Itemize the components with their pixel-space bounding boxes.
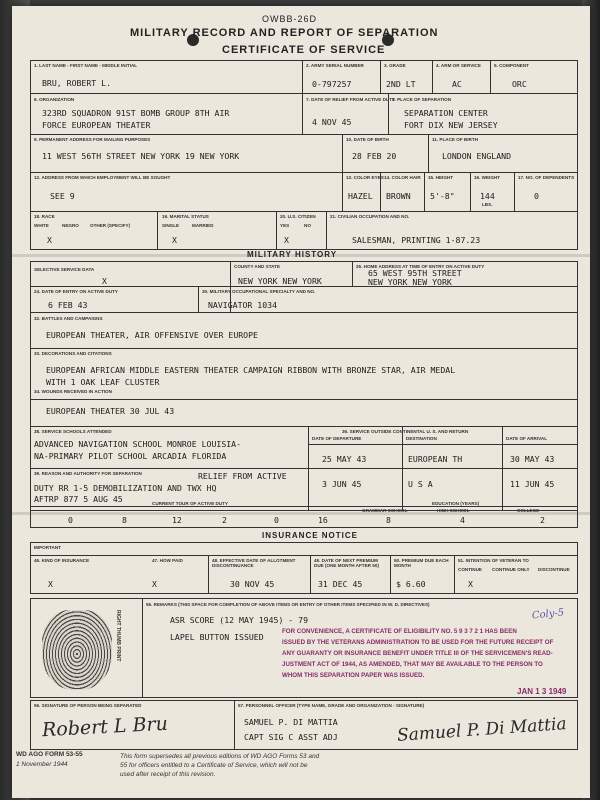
organization-label: 6. ORGANIZATION bbox=[34, 97, 75, 102]
destination-2: U S A bbox=[408, 479, 433, 489]
race-other: OTHER (SPECIFY) bbox=[90, 223, 131, 228]
arrival-2: 11 JUN 45 bbox=[510, 479, 555, 489]
mos-label: 30. MILITARY OCCUPATIONAL SPECIALTY AND NO. bbox=[202, 289, 316, 294]
premium-due-label: 50. PREMIUM DUE EACH MONTH bbox=[394, 558, 449, 568]
service-outside-label: 36. SERVICE OUTSIDE CONTINENTAL U. S. AND RETURN bbox=[342, 429, 469, 434]
stamp-date: JAN 1 3 1949 bbox=[517, 687, 567, 696]
destination-label: DESTINATION bbox=[406, 436, 437, 441]
remarks-line1: ASR SCORE (12 MAY 1945) - 79 bbox=[170, 615, 309, 625]
signature-label: 56. SIGNATURE OF PERSON BEING SEPARATED bbox=[34, 703, 142, 708]
birth-place-value: LONDON ENGLAND bbox=[442, 151, 512, 161]
place-separation-line1: SEPARATION CENTER bbox=[404, 108, 488, 118]
tour-value: 0 bbox=[68, 515, 73, 525]
serial-value: 0-797257 bbox=[312, 79, 352, 89]
marital-mark: X bbox=[172, 235, 177, 245]
organization-line2: FORCE EUROPEAN THEATER bbox=[42, 120, 151, 130]
decorations-label: 33. DECORATIONS AND CITATIONS bbox=[34, 351, 112, 356]
stamp-line: ISSUED BY THE VETERANS ADMINISTRATION TO BE USED FOR THE FUTURE RECEIPT OF bbox=[282, 639, 554, 646]
arrival-1: 30 MAY 43 bbox=[510, 454, 555, 464]
hair-label: 14. COLOR HAIR bbox=[384, 175, 421, 180]
employment-address-value: SEE 9 bbox=[50, 191, 75, 201]
home-address-label: 26. HOME ADDRESS AT TIME OF ENTRY ON ACTIVE DUTY bbox=[356, 264, 485, 269]
effective-date-label: 48. EFFECTIVE DATE OF ALLOTMENT DISCONTINUANCE bbox=[212, 558, 296, 568]
insurance-kind-label: 46. KIND OF INSURANCE bbox=[34, 558, 90, 563]
grammar-label: GRAMMAR SCHOOL bbox=[362, 508, 408, 513]
wounds-label: 34. WOUNDS RECEIVED IN ACTION bbox=[34, 389, 112, 394]
date-relief-label: 7. DATE OF RELIEF FROM ACTIVE DUTY bbox=[306, 97, 396, 102]
insurance-mark-1: X bbox=[48, 579, 53, 589]
reason-line3: AFTRP 877 5 AUG 45 bbox=[34, 494, 123, 504]
high-school-value: 4 bbox=[460, 515, 465, 525]
insurance-mark-2: X bbox=[152, 579, 157, 589]
stamp-line: JUSTMENT ACT OF 1944, AS AMENDED, THAT MAY BE AVAILABLE TO THE PERSON TO bbox=[282, 661, 543, 668]
destination-1: EUROPEAN TH bbox=[408, 454, 463, 464]
separation-document bbox=[12, 6, 590, 798]
arm-label: 4. ARM OR SERVICE bbox=[436, 63, 481, 68]
grade-value: 2ND LT bbox=[386, 79, 416, 89]
veteran-signature: Robert L Bru bbox=[41, 712, 169, 742]
civilian-occupation-label: 21. CIVILIAN OCCUPATION AND NO. bbox=[330, 214, 410, 219]
place-separation-line2: FORT DIX NEW JERSEY bbox=[404, 120, 498, 130]
entry-date-value: 6 FEB 43 bbox=[48, 300, 88, 310]
birth-date-value: 28 FEB 20 bbox=[352, 151, 397, 161]
county-state-value-1: NEW YORK NEW YORK bbox=[238, 276, 322, 286]
tour-value: 2 bbox=[222, 515, 227, 525]
intent-continue: CONTINUE bbox=[458, 567, 482, 572]
grammar-value: 8 bbox=[386, 515, 391, 525]
citizen-mark: X bbox=[284, 235, 289, 245]
intent-discontinue: DISCONTINUE bbox=[538, 567, 570, 572]
dependents-value: 0 bbox=[534, 191, 539, 201]
dependents-label: 17. NO. OF DEPENDENTS bbox=[518, 175, 575, 180]
thumbprint bbox=[42, 610, 112, 690]
current-tour-label: CURRENT TOUR OF ACTIVE DUTY bbox=[152, 501, 229, 506]
military-history-heading: MILITARY HISTORY bbox=[247, 250, 338, 259]
name-label: 1. LAST NAME - FIRST NAME - MIDDLE INITIAL bbox=[34, 63, 138, 68]
marital-single: SINGLE bbox=[162, 223, 180, 228]
place-separation-label: 8. PLACE OF SEPARATION bbox=[392, 97, 452, 102]
component-value: ORC bbox=[512, 79, 527, 89]
va-stamp bbox=[282, 626, 553, 681]
tour-value: 0 bbox=[274, 515, 279, 525]
arm-value: AC bbox=[452, 79, 462, 89]
officer-name: SAMUEL P. DI MATTIA bbox=[244, 717, 338, 727]
civilian-occupation-value: SALESMAN, PRINTING 1-87.23 bbox=[352, 235, 481, 245]
eyes-value: HAZEL bbox=[348, 191, 373, 201]
college-label: COLLEGE bbox=[517, 508, 540, 513]
footer-note: This form supersedes all previous editions of WD AGO Forms 53 and 55 for officers entitled to a Certificate of Service, which will not be used after receipt of this revision. bbox=[120, 753, 320, 778]
employment-address-label: 12. ADDRESS FROM WHICH EMPLOYMENT WILL BE SOUGHT bbox=[34, 175, 171, 180]
personnel-officer-label: 57. PERSONNEL OFFICER (TYPE NAME, GRADE AND ORGANIZATION - SIGNATURE) bbox=[238, 703, 425, 708]
footer-date: 1 November 1944 bbox=[16, 761, 68, 768]
intent-continue-only: CONTINUE ONLY bbox=[492, 567, 530, 572]
organization-line1: 323RD SQUADRON 91ST BOMB GROUP 8TH AIR bbox=[42, 108, 230, 118]
effective-date-value: 30 NOV 45 bbox=[230, 579, 275, 589]
citizen-label: 20. U.S. CITIZEN bbox=[280, 214, 316, 219]
form-subtitle: CERTIFICATE OF SERVICE bbox=[222, 44, 386, 56]
component-label: 5. COMPONENT bbox=[494, 63, 529, 68]
how-paid-label: 47. HOW PAID bbox=[152, 558, 183, 563]
race-negro: NEGRO bbox=[62, 223, 79, 228]
marital-married: MARRIED bbox=[192, 223, 214, 228]
departure-2: 3 JUN 45 bbox=[322, 479, 362, 489]
intention-label: 51. INTENTION OF VETERAN TO bbox=[458, 558, 529, 563]
marital-label: 19. MARITAL STATUS bbox=[162, 214, 209, 219]
reason-line2: DUTY RR 1-5 DEMOBILIZATION AND TWX HQ bbox=[34, 483, 217, 493]
next-premium-label: 49. DATE OF NEXT PREMIUM DUE (ONE MONTH AFTER 50) bbox=[314, 558, 379, 568]
birth-date-label: 10. DATE OF BIRTH bbox=[346, 137, 389, 142]
race-mark: X bbox=[47, 235, 52, 245]
height-label: 15. HEIGHT bbox=[428, 175, 454, 180]
remarks-line2: LAPEL BUTTON ISSUED bbox=[170, 632, 264, 642]
battles-value: EUROPEAN THEATER, AIR OFFENSIVE OVER EUROPE bbox=[46, 330, 258, 340]
thumb-print-label: RIGHT THUMB PRINT bbox=[115, 610, 121, 662]
hair-value: BROWN bbox=[386, 191, 411, 201]
height-value: 5'-8" bbox=[430, 191, 455, 201]
induction-mark: X bbox=[102, 276, 107, 286]
tour-value: 8 bbox=[122, 515, 127, 525]
home-address-line1: 65 WEST 95TH STREET bbox=[368, 268, 462, 278]
departure-label: DATE OF DEPARTURE bbox=[312, 436, 362, 441]
decorations-line2: WITH 1 OAK LEAF CLUSTER bbox=[46, 377, 160, 387]
arrival-label: DATE OF ARRIVAL bbox=[506, 436, 547, 441]
intention-mark: X bbox=[468, 579, 473, 589]
education-label: EDUCATION (YEARS) bbox=[432, 501, 480, 506]
reason-label: 39. REASON AND AUTHORITY FOR SEPARATION bbox=[34, 471, 142, 476]
race-white: WHITE bbox=[34, 223, 49, 228]
college-value: 2 bbox=[540, 515, 545, 525]
weight-label: 16. WEIGHT bbox=[474, 175, 501, 180]
next-premium-value: 31 DEC 45 bbox=[318, 579, 363, 589]
county-state-label: COUNTY AND STATE bbox=[234, 264, 281, 269]
mos-value: NAVIGATOR 1034 bbox=[208, 300, 278, 310]
departure-1: 25 MAY 43 bbox=[322, 454, 367, 464]
date-relief-value: 4 NOV 45 bbox=[312, 117, 352, 127]
serial-label: 2. ARMY SERIAL NUMBER bbox=[306, 63, 364, 68]
tour-value: 12 bbox=[172, 515, 182, 525]
entry-date-label: 24. DATE OF ENTRY ON ACTIVE DUTY bbox=[34, 289, 118, 294]
margin-note: Coly-5 bbox=[531, 607, 565, 622]
service-schools-line2: NA-PRIMARY PILOT SCHOOL ARCADIA FLORIDA bbox=[34, 451, 227, 461]
form-number: OWBB-26D bbox=[262, 14, 318, 24]
insurance-heading: INSURANCE NOTICE bbox=[262, 531, 359, 540]
service-schools-line1: ADVANCED NAVIGATION SCHOOL MONROE LOUISIA- bbox=[34, 439, 242, 449]
birth-place-label: 11. PLACE OF BIRTH bbox=[432, 137, 478, 142]
tour-education-block bbox=[30, 506, 578, 528]
premium-due-value: $ 6.60 bbox=[396, 579, 426, 589]
home-address-line2: NEW YORK NEW YORK bbox=[368, 277, 452, 287]
citizen-yes: YES bbox=[280, 223, 290, 228]
mail-address-value: 11 WEST 56TH STREET NEW YORK 19 NEW YORK bbox=[42, 151, 240, 161]
stamp-line: WHOM THIS SEPARATION PAPER WAS ISSUED. bbox=[282, 672, 425, 679]
form-title: MILITARY RECORD AND REPORT OF SEPARATION bbox=[130, 27, 439, 39]
battles-label: 32. BATTLES AND CAMPAIGNS bbox=[34, 316, 103, 321]
wounds-value: EUROPEAN THEATER 30 JUL 43 bbox=[46, 406, 175, 416]
mail-address-label: 9. PERMANENT ADDRESS FOR MAILING PURPOSES bbox=[34, 137, 151, 142]
officer-signature: Samuel P. Di Mattia bbox=[396, 714, 568, 746]
officer-title: CAPT SIG C ASST ADJ bbox=[244, 732, 338, 742]
weight-value: 144 bbox=[480, 191, 495, 201]
stamp-line: ANY GUARANTY OR INSURANCE BENEFIT UNDER TITLE III OF THE SERVICEMEN'S READ- bbox=[282, 650, 553, 657]
selective-service-label: SELECTIVE SERVICE DATA bbox=[34, 267, 95, 272]
important-label: IMPORTANT bbox=[34, 545, 61, 550]
footer-form: WD AGO FORM 53-55 bbox=[16, 751, 83, 758]
stamp-line: FOR CONVENIENCE, A CERTIFICATE OF ELIGIBILITY NO. 5 9 3 7 2 1 HAS BEEN bbox=[282, 628, 517, 635]
decorations-line1: EUROPEAN AFRICAN MIDDLE EASTERN THEATER CAMPAIGN RIBBON WITH BRONZE STAR, AIR MEDAL bbox=[46, 365, 456, 375]
citizen-no: NO bbox=[304, 223, 311, 228]
race-label: 18. RACE bbox=[34, 214, 55, 219]
weight-unit: LBS. bbox=[482, 202, 493, 207]
eyes-label: 13. COLOR EYES bbox=[346, 175, 384, 180]
reason-line1: RELIEF FROM ACTIVE bbox=[198, 471, 287, 481]
grade-label: 3. GRADE bbox=[384, 63, 406, 68]
name-value: BRU, ROBERT L. bbox=[42, 78, 112, 88]
service-schools-label: 38. SERVICE SCHOOLS ATTENDED bbox=[34, 429, 112, 434]
remarks-label: 55. REMARKS (THIS SPACE FOR COMPLETION OF ABOVE ITEMS OR ENTRY OF OTHER ITEMS SPECIFIED IN W. D. DIRECTIVES) bbox=[146, 602, 430, 607]
tour-value: 16 bbox=[318, 515, 328, 525]
high-school-label: HIGH SCHOOL bbox=[437, 508, 470, 513]
